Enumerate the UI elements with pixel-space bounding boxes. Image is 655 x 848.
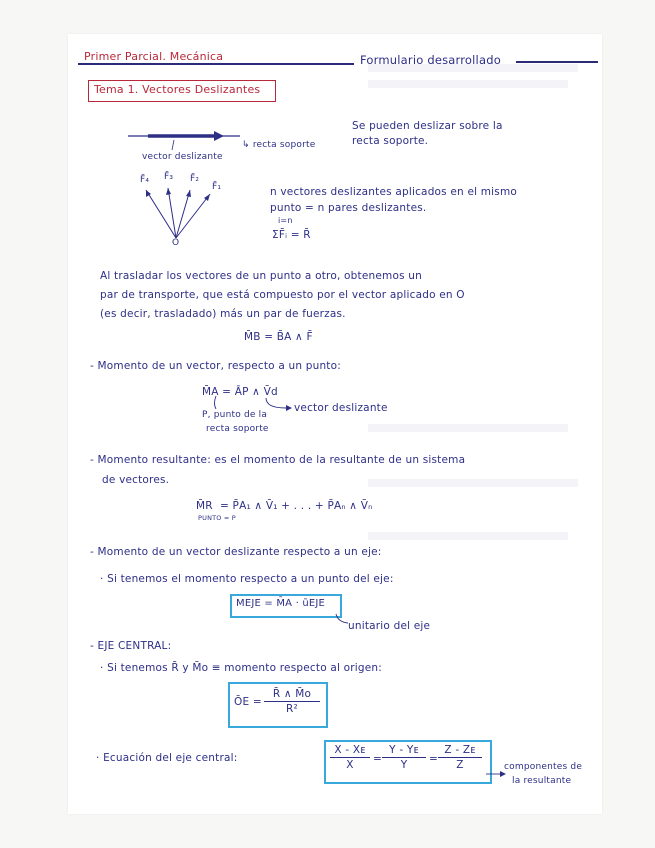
axis-moment-bullet: · Si tenemos el momento respecto a un punto del eje: — [100, 573, 394, 585]
transport-line-1: Al trasladar los vectores de un punto a otro, obtenemos un — [100, 270, 422, 282]
components-arrow — [486, 768, 506, 780]
transport-formula: M̄B = B̄A ∧ F̄ — [244, 331, 313, 343]
header-rule-left — [78, 63, 354, 65]
resultant-subscript: PUNTO = P — [198, 514, 236, 522]
resultant-formula-rhs: = P̄A₁ ∧ V̄₁ + . . . + P̄Aₙ ∧ V̄ₙ — [220, 500, 373, 512]
oe-numerator: R̄ ∧ M̄o — [264, 688, 320, 702]
vector-label-f4: F̄₄ — [140, 175, 150, 185]
eq-term-x-num: X - Xᴇ — [330, 744, 370, 758]
point-arrow — [210, 396, 222, 410]
header-right-title: Formulario desarrollado — [360, 53, 501, 67]
vector-label-f2: F̄₂ — [190, 174, 200, 184]
eq-term-y-den: Y — [400, 759, 408, 771]
bleed-through — [368, 532, 568, 540]
vector-label-f1: F̄₁ — [212, 182, 222, 192]
eq-term-z — [438, 744, 482, 771]
eq-term-z-num: Z - Zᴇ — [438, 744, 482, 758]
axis-moment-heading: - Momento de un vector deslizante respecto a un eje: — [90, 546, 382, 558]
origin-label: O — [172, 238, 180, 248]
notebook-page — [68, 34, 602, 814]
unit-label: unitario del eje — [348, 620, 431, 632]
header-rule-right — [516, 61, 598, 63]
sum-formula: ΣF̄ᵢ = R̄ — [272, 229, 311, 241]
eq-term-z-den: Z — [456, 759, 464, 771]
sum-index: i=n — [278, 216, 293, 225]
moment-vector-arrow-label: vector deslizante — [294, 402, 388, 414]
resultant-heading-2: de vectores. — [102, 474, 170, 486]
point-label-2: recta soporte — [206, 424, 269, 434]
oe-fraction — [264, 688, 320, 715]
concurrent-text-2: punto = n pares deslizantes. — [270, 202, 427, 214]
sliding-desc-2: recta soporte. — [352, 135, 429, 147]
resultant-formula-lhs: M̄R — [196, 500, 213, 512]
bleed-through — [368, 424, 568, 432]
concurrent-text-1: n vectores deslizantes aplicados en el mismo — [270, 186, 518, 198]
transport-line-2: par de transporte, que está compuesto por el vector aplicado en O — [100, 289, 465, 301]
eq-term-x-den: X — [346, 759, 354, 771]
moment-vector-formula: M̄A = ĀP ∧ V̄d — [202, 386, 278, 398]
eq-term-x — [330, 744, 370, 771]
bleed-through — [368, 479, 578, 487]
support-line-label: ↳ recta soporte — [242, 140, 316, 150]
topic-title: Tema 1. Vectores Deslizantes — [94, 83, 261, 96]
sliding-vector-diagram — [128, 130, 248, 150]
moment-vector-heading: - Momento de un vector, respecto a un punto: — [90, 360, 341, 372]
equation-label: · Ecuación del eje central: — [96, 752, 238, 764]
vector-label-f3: F̄₃ — [164, 172, 174, 182]
eq-term-y — [382, 744, 426, 771]
components-label-2: la resultante — [512, 776, 572, 786]
components-label-1: componentes de — [504, 762, 583, 772]
sliding-desc-1: Se pueden deslizar sobre la — [352, 120, 503, 132]
concurrent-vectors-diagram — [128, 180, 238, 250]
point-label-1: P, punto de la — [202, 410, 268, 420]
eq-sign-1: = — [373, 753, 382, 765]
transport-line-3: (es decir, trasladado) más un par de fuerzas. — [100, 308, 346, 320]
central-axis-bullet: · Si tenemos R̄ y M̄o ≡ momento respecto al origen: — [100, 662, 383, 674]
bleed-through — [368, 80, 568, 88]
resultant-heading-1: - Momento resultante: es el momento de la resultante de un sistema — [90, 454, 466, 466]
axis-moment-formula: MEJE = M̄A · ūEJE — [236, 598, 326, 609]
central-axis-heading: - EJE CENTRAL: — [90, 640, 172, 652]
vector-label: vector deslizante — [142, 152, 223, 162]
eq-term-y-num: Y - Yᴇ — [382, 744, 426, 758]
oe-lhs: ŌE = — [234, 696, 262, 708]
header-left-title: Primer Parcial. Mecánica — [84, 50, 224, 63]
oe-denominator: R² — [286, 703, 298, 715]
eq-sign-2: = — [429, 753, 438, 765]
formula-arrow — [264, 398, 294, 412]
